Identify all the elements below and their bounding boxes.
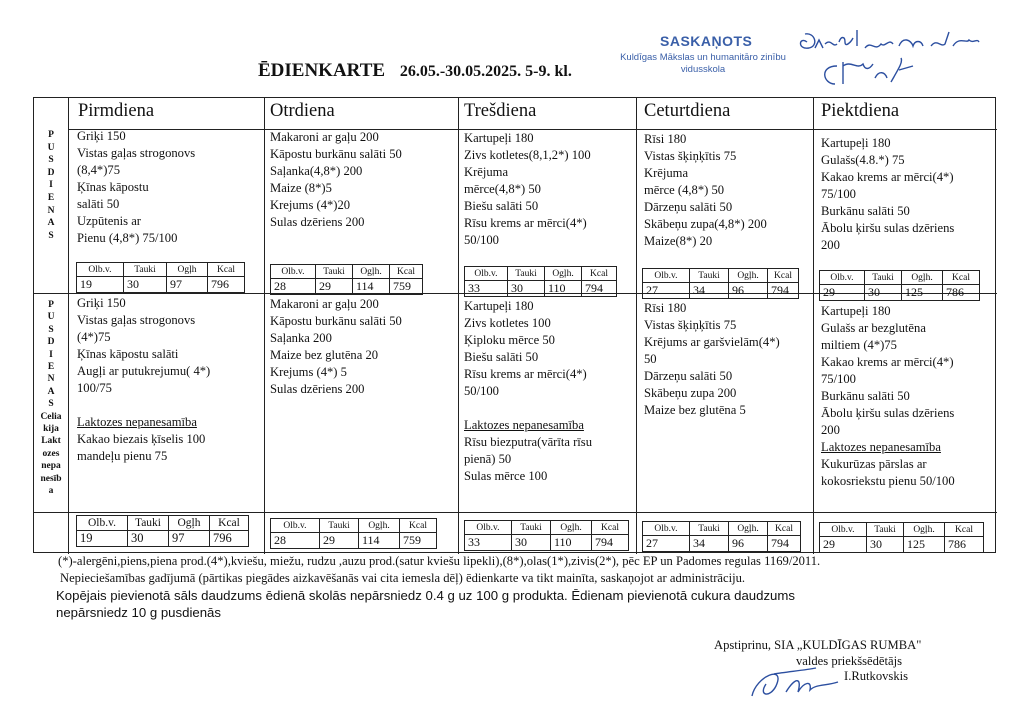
nutrition-special-monday: Olb.v. Tauki Ogļh Kcal 19 30 97 796 <box>76 515 249 547</box>
nutrition-special-thursday: Olb.v. Tauki Ogļh. Kcal 27 34 96 794 <box>642 521 801 552</box>
menu-regular-wednesday: Kartupeļi 180 Zivs kotletes(8,1,2*) 100 Krējuma mērce(4,8*) 50 Biešu salāti 50 Rīsu krems ar mērci(4*) 50/100 <box>464 131 591 247</box>
menu-regular-friday: Kartupeļi 180 Gulašs(4.8.*) 75 Kakao krems ar mērci(4*) 75/100 Burkānu salāti 50 Ābolu ķiršu sulas dzēriens 200 <box>821 136 955 252</box>
title-dates: 26.05.-30.05.2025. 5-9. kl. <box>399 63 572 80</box>
notes-section <box>58 553 820 621</box>
approval-name: I.Rutkovskis <box>844 669 909 683</box>
director-signature <box>746 656 846 706</box>
menu-regular-thursday: Rīsi 180 Vistas šķiņķītis 75 Krējuma mērce (4,8*) 50 Dārzeņu salāti 50 Skābeņu zupa(4,8*) 200 Maize(8*) 20 <box>644 132 767 248</box>
day-friday: Piektdiena <box>821 101 900 121</box>
lunch-label-celiac-lactose: P U S D I E N A S Celia kija Lakt ozes nepa nesīb a <box>40 300 62 497</box>
day-monday: Pirmdiena <box>78 101 155 121</box>
menu-special-friday: Kartupeļi 180 Gulašs ar bezglutēna miltiem (4*)75 Kakao krems ar mērci(4*) 75/100 Burkānu salāti 50 Ābolu ķiršu sulas dzēriens 200 Laktozes nepanesamība Kukurūzas pārslas ar kokosriekstu pienu 50/100 <box>821 304 955 488</box>
nutrition-special-wednesday: Olb.v. Tauki Ogļh. Kcal 33 30 110 794 <box>464 520 629 551</box>
nutrition-regular-thursday: Olb.v. Tauki Ogļh. Kcal 27 34 96 794 <box>642 268 799 299</box>
menu-special-wednesday: Kartupeļi 180 Zivs kotletes 100 Ķiploku mērce 50 Biešu salāti 50 Rīsu krems ar mērci(4*) 50/100 Laktozes nepanesamība Rīsu biezputra(vārīta rīsu pienā) 50 Sulas mērce 100 <box>464 299 592 483</box>
day-tuesday: Otrdiena <box>270 101 335 121</box>
nutrition-regular-friday: Olb.v. Tauki Ogļh. Kcal 29 30 125 786 <box>819 270 980 301</box>
menu-title <box>258 60 572 82</box>
lunch-label-regular: P U S D I E N A S <box>47 130 55 241</box>
nutrition-special-tuesday: Olb.v. Tauki Ogļh. Kcal 28 29 114 759 <box>270 518 437 549</box>
nutrition-special-friday: Olb.v. Tauki Ogļh. Kcal 29 30 125 786 <box>819 522 984 553</box>
approval-position: valdes priekšsēdētājs <box>796 653 902 668</box>
menu-special-monday: Griķi 150 Vistas gaļas strogonovs (4*)75 Ķīnas kāpostu salāti Augļi ar putukrejumu( 4*) 100/75 Laktozes nepanesamība Kakao biezais ķīselis 100 mandeļu pienu 75 <box>77 296 211 463</box>
change-note: Nepieciešamības gadījumā (pārtikas piegādes aizkavēšanās vai cita iemesla dēļ) ēdienkarte va tikt mainīta, saskaņojot ar administrāciju. <box>60 571 746 585</box>
allergen-note: (*)-alergēni,piens,piena prod.(4*),kviešu, miežu, rudzu ,auzu prod.(satur kviešu lipekli),(8*),olas(1*),zivis(2*), pēc EP un Padomes regulas 1169/2011. <box>58 554 821 568</box>
nutrition-regular-tuesday: Olb.v. Tauki Ogļh. Kcal 28 29 114 759 <box>270 264 423 295</box>
approval-stamp-label: SASKAŅOTS <box>660 33 753 49</box>
menu-special-thursday: Rīsi 180 Vistas šķiņķītis 75 Krējums ar garšvielām(4*) 50 Dārzeņu salāti 50 Skābeņu zupa 200 Maize bez glutēna 5 <box>644 301 780 417</box>
day-wednesday: Trešdiena <box>464 101 537 121</box>
menu-regular-monday: Griķi 150 Vistas gaļas strogonovs (8,4*)75 Ķīnas kāpostu salāti 50 Uzpūtenis ar Pienu (4,8*) 75/100 <box>77 129 196 245</box>
approval-company: Apstiprinu, SIA „KULDĪGAS RUMBA" <box>714 638 922 652</box>
school-stamp-name: Kuldīgas Mākslas un humanitāro zinību vidusskola <box>620 52 786 75</box>
day-thursday: Ceturtdiena <box>644 101 731 121</box>
menu-regular-tuesday: Makaroni ar gaļu 200 Kāpostu burkānu salāti 50 Saļanka(4,8*) 200 Maize (8*)5 Krejums (4*)20 Sulas dzēriens 200 <box>270 130 402 229</box>
menu-special-tuesday: Makaroni ar gaļu 200 Kāpostu burkānu salāti 50 Saļanka 200 Maize bez glutēna 20 Krejums (4*) 5 Sulas dzēriens 200 <box>270 297 402 396</box>
nutrition-regular-monday: Olb.v. Tauki Ogļh Kcal 19 30 97 796 <box>76 262 245 293</box>
menu-table <box>33 97 996 553</box>
lactose-title-wednesday: Laktozes nepanesamība <box>464 418 584 432</box>
lactose-title-monday: Laktozes nepanesamība <box>77 415 197 429</box>
sugar-note-cont: nepārsniedz 10 g pusdienās <box>56 605 221 620</box>
title-text: ĒDIENKARTE <box>258 60 386 81</box>
salt-sugar-note: Kopējais pievienotā sāls daudzums ēdienā skolās nepārsniedz 0.4 g uz 100 g produkta. Ēdienam pievienotā cukura daudzums <box>56 588 795 603</box>
nurse-signature <box>795 22 995 92</box>
lactose-title-friday: Laktozes nepanesamība <box>821 440 941 454</box>
nutrition-regular-wednesday: Olb.v. Tauki Ogļh. Kcal 33 30 110 794 <box>464 266 617 297</box>
